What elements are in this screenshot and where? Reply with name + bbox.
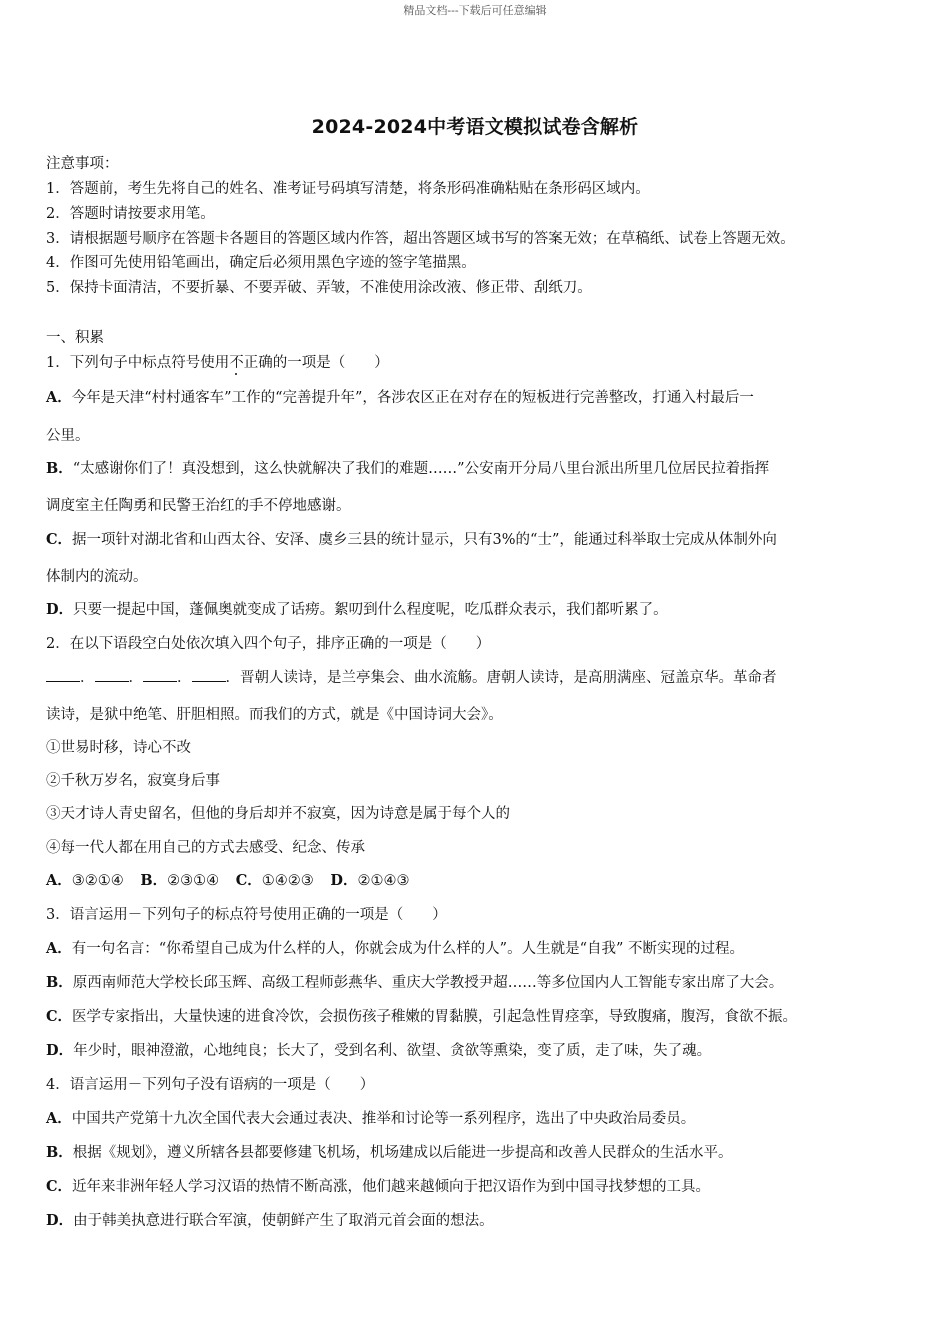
option-label: B．: [46, 1144, 73, 1161]
option-text: 中国共产党第十九次全国代表大会通过表决、推举和讨论等一系列程序，选出了中央政治局委员。: [71, 1111, 696, 1127]
note-item: 1．答题前，考生先将自己的姓名、准考证号码填写清楚，将条形码准确粘贴在条形码区域内。: [46, 181, 650, 197]
option-label: D．: [330, 872, 358, 889]
option-label: A．: [46, 940, 72, 957]
question-1-stem: [46, 351, 916, 372]
option-label: A．: [46, 1110, 72, 1127]
option-text: 原西南师范大学校长邱玉辉、高级工程师彭燕华、重庆大学教授尹超……等多位国内人工智能专家出席了大会。: [72, 975, 784, 991]
note-item: 5．保持卡面清洁，不要折暴、不要弄破、弄皱，不准使用涂改液、修正带、刮纸刀。: [46, 280, 592, 296]
option-text: 只要一提起中国，蓬佩奥就变成了话痨。絮叨到什么程度呢，吃瓜群众表示，我们都听累了。: [73, 602, 668, 618]
q2-options: [46, 869, 916, 890]
option-label: C．: [46, 1178, 73, 1195]
q1-option-c: [46, 528, 916, 549]
q1-option-a-cont: 公里。: [46, 428, 90, 444]
q4-option-a: [46, 1107, 916, 1128]
option-text: ②③①④: [167, 873, 220, 889]
option-text: ③②①④: [71, 873, 124, 889]
page-header: 精品文档---下载后可任意编辑: [403, 4, 547, 17]
q2-passage-cont: 读诗，是狱中绝笔、肝胆相照。而我们的方式，就是《中国诗词大会》。: [46, 707, 503, 723]
option-label: A．: [46, 872, 72, 889]
q3-option-c: [46, 1005, 916, 1026]
stem-part: 1．下列句子中标点符号使用: [46, 355, 230, 371]
notes-heading: 注意事项：: [46, 156, 119, 172]
q3-option-b: [46, 971, 916, 992]
q1-option-a: [46, 386, 916, 407]
question-4-stem: 4．语言运用－下列句子没有语病的一项是（ ）: [46, 1077, 375, 1093]
passage-text: ．晋朝人读诗，是兰亭集会、曲水流觞。唐朝人读诗，是高朋满座、冠盖京华。革命者: [225, 670, 777, 686]
option-text: 有一句名言：“你希望自己成为什么样的人，你就会成为什么样的人”。人生就是“自我” 不断实现的过程。: [71, 941, 745, 957]
question-2-stem: 2．在以下语段空白处依次填入四个句子，排序正确的一项是（ ）: [46, 636, 491, 652]
q1-option-d: [46, 598, 916, 619]
option-text: 据一项针对湖北省和山西太谷、安泽、虞乡三县的统计显示，只有3%的“士”，能通过科举取士完成从体制外向: [72, 532, 777, 548]
option-text: ①④②③: [261, 873, 314, 889]
option-text: ②①④③: [357, 873, 410, 889]
option-label: C．: [46, 531, 73, 548]
q3-option-a: [46, 937, 916, 958]
option-text: 近年来非洲年轻人学习汉语的热情不断高涨，他们越来越倾向于把汉语作为到中国寻找梦想的工具。: [72, 1179, 711, 1195]
question-3-stem: 3．语言运用－下列句子的标点符号使用正确的一项是（ ）: [46, 907, 447, 923]
blank-2: [95, 680, 129, 682]
option-text: 根据《规划》，遵义所辖各县都要修建飞机场，机场建成以后能进一步提高和改善人民群众的生活水平。: [72, 1145, 733, 1161]
option-label: B．: [140, 872, 168, 889]
q2-sentence: ④每一代人都在用自己的方式去感受、纪念、传承: [46, 840, 365, 856]
stem-part: 正确的一项是（ ）: [243, 355, 389, 371]
q1-option-b: [46, 457, 916, 478]
q2-sentence: ③天才诗人青史留名，但他的身后却并不寂寞，因为诗意是属于每个人的: [46, 806, 510, 822]
page-title: 2024-2024中考语文模拟试卷含解析: [311, 116, 639, 138]
option-label: D．: [46, 1042, 74, 1059]
q2-sentence: ②千秋万岁名，寂寞身后事: [46, 773, 220, 789]
emphasis-char: 不: [229, 355, 244, 371]
option-text: “太感谢你们了！真没想到，这么快就解决了我们的难题……”公安南开分局八里台派出所里几位居民拉着指挥: [72, 461, 770, 477]
option-label: C．: [46, 1008, 73, 1025]
blank-1: [46, 680, 80, 682]
note-item: 3．请根据题号顺序在答题卡各题目的答题区域内作答，超出答题区域书写的答案无效；在草稿纸、试卷上答题无效。: [46, 231, 795, 247]
option-label: B．: [46, 974, 73, 991]
option-text: 医学专家指出，大量快速的进食冷饮，会损伤孩子稚嫩的胃黏膜，引起急性胃痉挛，导致腹痛，腹泻，食欲不振。: [72, 1009, 798, 1025]
blank-4: [192, 680, 226, 682]
option-text: 由于韩美执意进行联合军演，使朝鲜产生了取消元首会面的想法。: [73, 1213, 494, 1229]
q2-sentence: ①世易时移，诗心不改: [46, 740, 191, 756]
q4-option-d: [46, 1209, 916, 1230]
option-label: B．: [46, 460, 73, 477]
note-item: 2．答题时请按要求用笔。: [46, 206, 215, 222]
q4-option-c: [46, 1175, 916, 1196]
q4-option-b: [46, 1141, 916, 1162]
option-label: A．: [46, 389, 72, 406]
option-label: D．: [46, 601, 74, 618]
q1-option-c-cont: 体制内的流动。: [46, 569, 148, 585]
q1-option-b-cont: 调度室主任陶勇和民警王治红的手不停地感谢。: [46, 498, 351, 514]
section-heading: 一、积累: [46, 330, 104, 346]
option-text: 年少时，眼神澄澈，心地纯良；长大了，受到名利、欲望、贪欲等熏染，变了质，走了味，失了魂。: [73, 1043, 712, 1059]
q3-option-d: [46, 1039, 916, 1060]
option-label: D．: [46, 1212, 74, 1229]
note-item: 4．作图可先使用铅笔画出，确定后必须用黑色字迹的签字笔描黑。: [46, 255, 476, 271]
blank-3: [143, 680, 177, 682]
q2-passage: ． ． ． ．晋朝人读诗，是兰亭集会、曲水流觞。唐朝人读诗，是高朋满座、冠盖京华。革命者: [46, 666, 916, 687]
option-label: C．: [235, 872, 262, 889]
option-text: 今年是天津“村村通客车”工作的“完善提升年”，各涉农区正在对存在的短板进行完善整改，打通入村最后一: [71, 390, 754, 406]
